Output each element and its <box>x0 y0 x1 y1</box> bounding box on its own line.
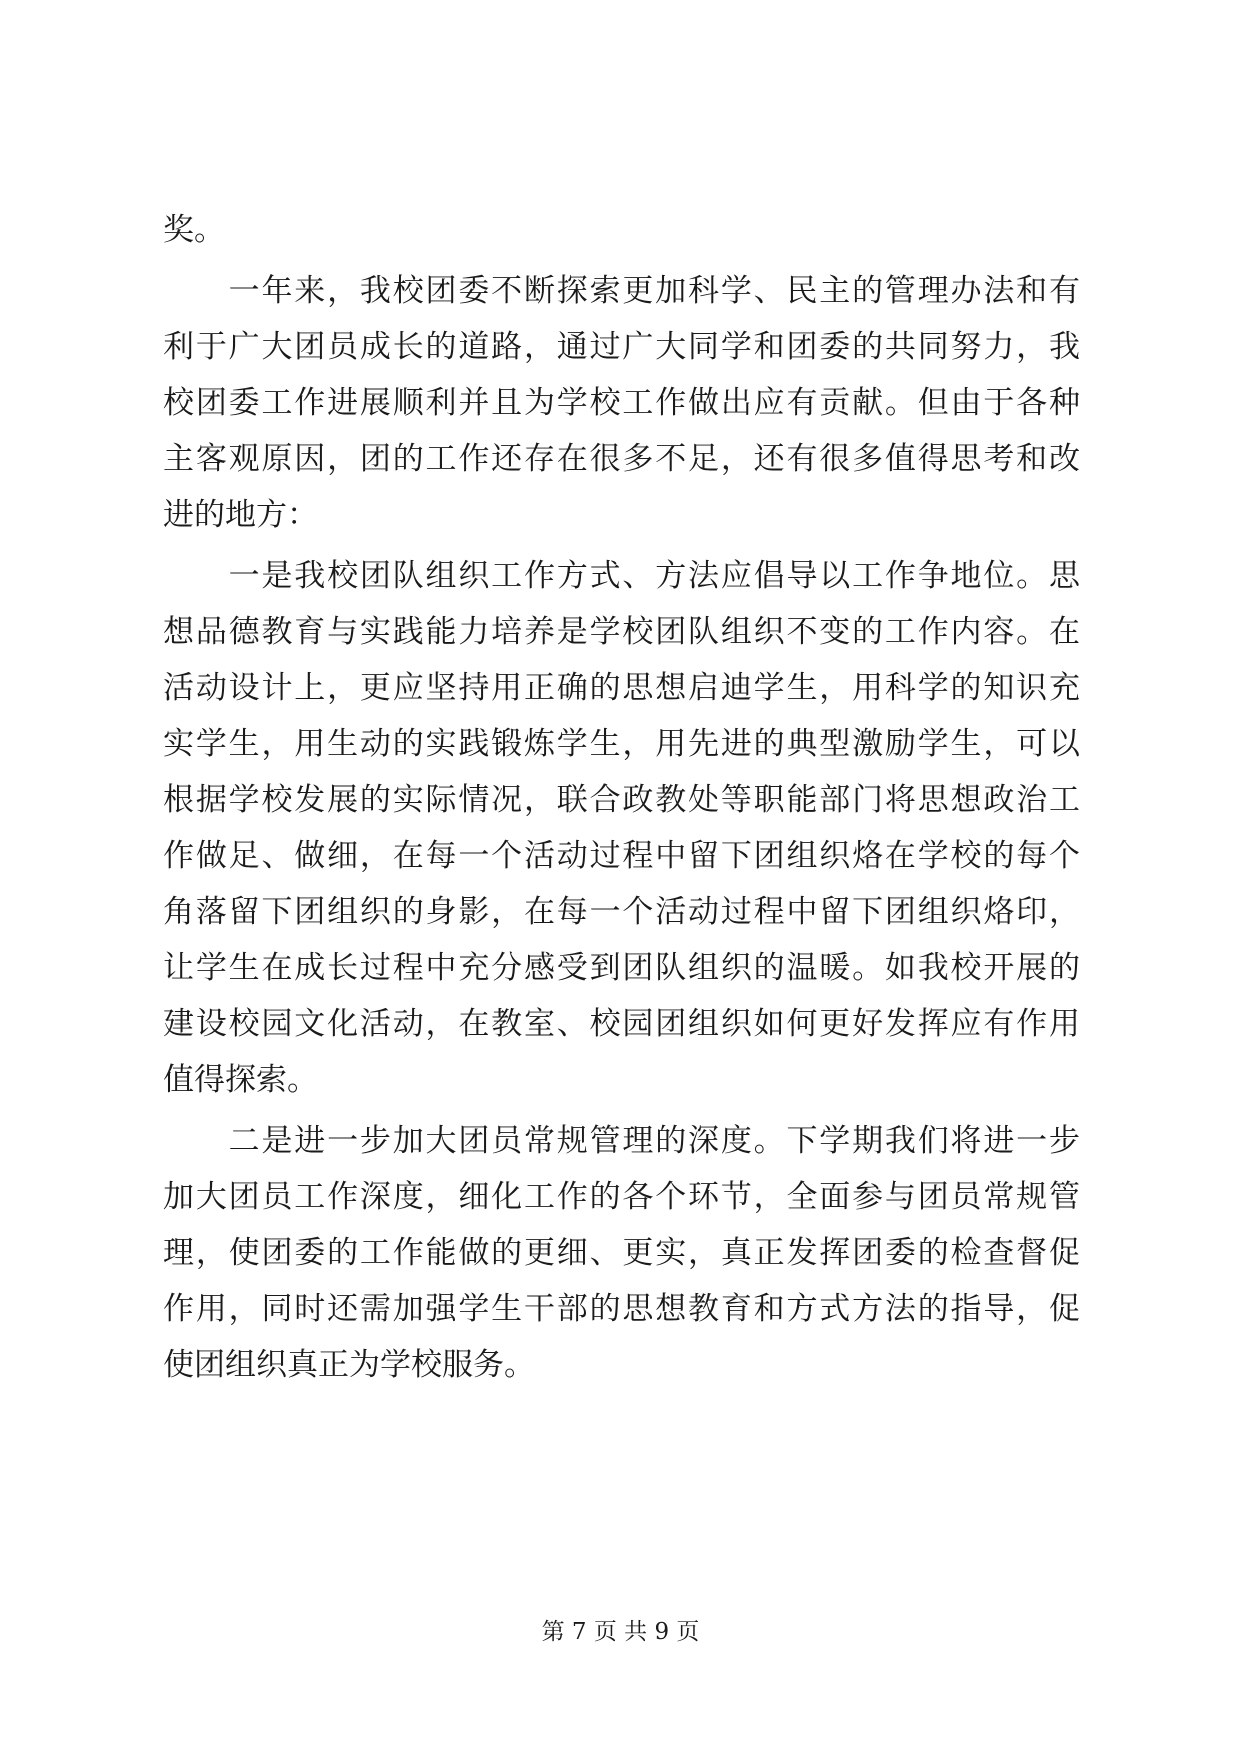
text-line-2: 一年来，我校团委不断探索更加科学、民主的管理办法和有 <box>163 273 1080 309</box>
text-line-21: 使团组织真正为学校服务。 <box>163 1347 535 1383</box>
text-line-8: 想品德教育与实践能力培养是学校团队组织不变的工作内容。在 <box>163 614 1080 650</box>
text-line-14: 让学生在成长过程中充分感受到团队组织的温暖。如我校开展的 <box>163 950 1080 986</box>
text-line-17: 二是进一步加大团员常规管理的深度。下学期我们将进一步 <box>163 1123 1080 1159</box>
text-line-5: 主客观原因，团的工作还存在很多不足，还有很多值得思考和改 <box>163 441 1080 477</box>
text-line-6: 进的地方： <box>163 497 318 533</box>
text-line-18: 加大团员工作深度，细化工作的各个环节，全面参与团员常规管 <box>163 1179 1080 1215</box>
text-line-7: 一是我校团队组织工作方式、方法应倡导以工作争地位。思 <box>163 558 1080 594</box>
text-line-19: 理，使团委的工作能做的更细、更实，真正发挥团委的检查督促 <box>163 1235 1080 1271</box>
text-line-16: 值得探索。 <box>163 1062 318 1098</box>
text-line-15: 建设校园文化活动，在教室、校园团组织如何更好发挥应有作用 <box>163 1006 1080 1042</box>
text-line-4: 校团委工作进展顺利并且为学校工作做出应有贡献。但由于各种 <box>163 385 1080 421</box>
text-line-13: 角落留下团组织的身影，在每一个活动过程中留下团组织烙印， <box>163 894 1080 930</box>
text-line-10: 实学生，用生动的实践锻炼学生，用先进的典型激励学生，可以 <box>163 726 1080 762</box>
text-line-11: 根据学校发展的实际情况，联合政教处等职能部门将思想政治工 <box>163 782 1080 818</box>
text-line-20: 作用，同时还需加强学生干部的思想教育和方式方法的指导，促 <box>163 1291 1080 1327</box>
text-line-3: 利于广大团员成长的道路，通过广大同学和团委的共同努力，我 <box>163 329 1080 365</box>
page-footer: 第 7 页 共 9 页 <box>541 1619 700 1645</box>
text-line-1: 奖。 <box>163 212 225 248</box>
text-line-9: 活动设计上，更应坚持用正确的思想启迪学生，用科学的知识充 <box>163 670 1080 706</box>
text-line-12: 作做足、做细，在每一个活动过程中留下团组织烙在学校的每个 <box>163 838 1080 874</box>
